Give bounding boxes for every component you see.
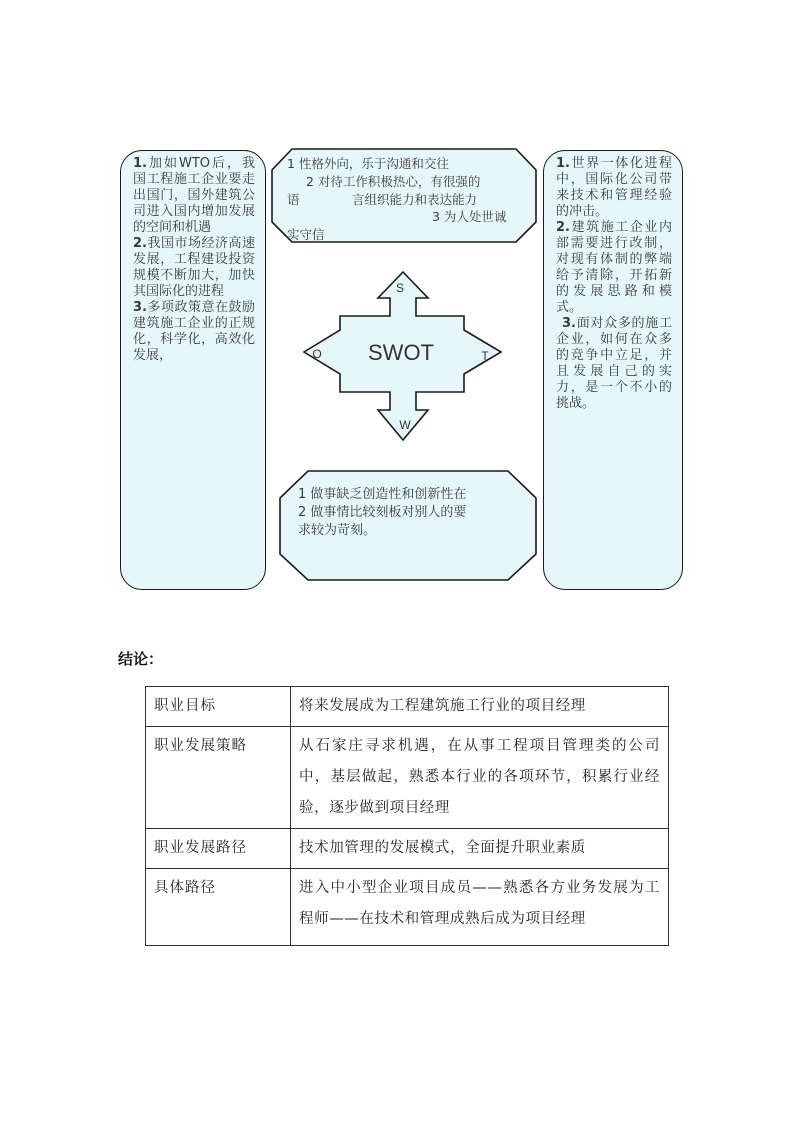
conclusion-title: 结论：: [118, 650, 164, 668]
strengths-line-3a: 语: [287, 192, 300, 207]
table-row: [146, 829, 669, 869]
weaknesses-line-1: 1 做事缺乏创造性和创新性在: [298, 487, 467, 502]
row-label: 职业发展策略: [146, 727, 291, 829]
arrow-label-o: O: [312, 347, 322, 361]
row-value: 技术加管理的发展模式，全面提升职业素质: [291, 829, 669, 869]
opportunity-item: 1.加如WTO后，我国工程施工企业要走出国门，国外建筑公司进入国内增加发展的空间和机遇: [133, 156, 255, 235]
arrow-label-w: W: [399, 418, 411, 432]
weaknesses-line-3: 求较为苛刻。: [298, 523, 377, 538]
strengths-line-2: 2 对待工作积极热心，有很强的: [306, 174, 481, 189]
swot-center-label: SWOT: [368, 340, 434, 365]
row-label: 职业目标: [146, 687, 291, 727]
weaknesses-line-2: 2 做事情比较刻板对别人的要: [298, 505, 467, 520]
conclusion-table: [145, 686, 669, 946]
arrow-label-s: S: [395, 281, 405, 295]
threat-item: 1.世界一体化进程中，国际化公司带来技术和管理经验的冲击。: [556, 156, 672, 219]
row-label: 职业发展路径: [146, 829, 291, 869]
arrow-label-t: T: [481, 349, 489, 363]
table-row: [146, 687, 669, 727]
opportunity-item: 3.多项政策意在鼓励建筑施工企业的正规化，科学化，高效化发展，: [133, 300, 255, 363]
strengths-line-5: 实守信: [287, 227, 325, 242]
row-label: 具体路径: [146, 869, 291, 946]
table-row: [146, 727, 669, 829]
strengths-line-1: 1 性格外向，乐于沟通和交往: [287, 156, 449, 171]
strengths-line-4: 3 为人处世诚: [432, 209, 507, 224]
row-value: 进入中小型企业项目成员——熟悉各方业务发展为工程师——在技术和管理成熟后成为项目经理: [291, 869, 669, 946]
row-value: 将来发展成为工程建筑施工行业的项目经理: [291, 687, 669, 727]
threat-item: 2.建筑施工企业内部需要进行改制，对现有体制的弊端给予清除，开拓新的发展思路和模式。: [556, 220, 672, 315]
opportunity-item: 2.我国市场经济高速发展，工程建设投资规模不断加大，加快其国际化的进程: [133, 236, 255, 299]
strengths-line-3b: 言组织能力和表达能力: [352, 192, 478, 207]
row-value: 从石家庄寻求机遇，在从事工程项目管理类的公司中，基层做起，熟悉本行业的各项环节，积累行业经验，逐步做到项目经理: [291, 727, 669, 829]
threat-item: 3.面对众多的施工企业，如何在众多的竞争中立足，并且发展自己的实力，是一个不小的挑战。: [556, 316, 672, 411]
table-row: [146, 869, 669, 946]
